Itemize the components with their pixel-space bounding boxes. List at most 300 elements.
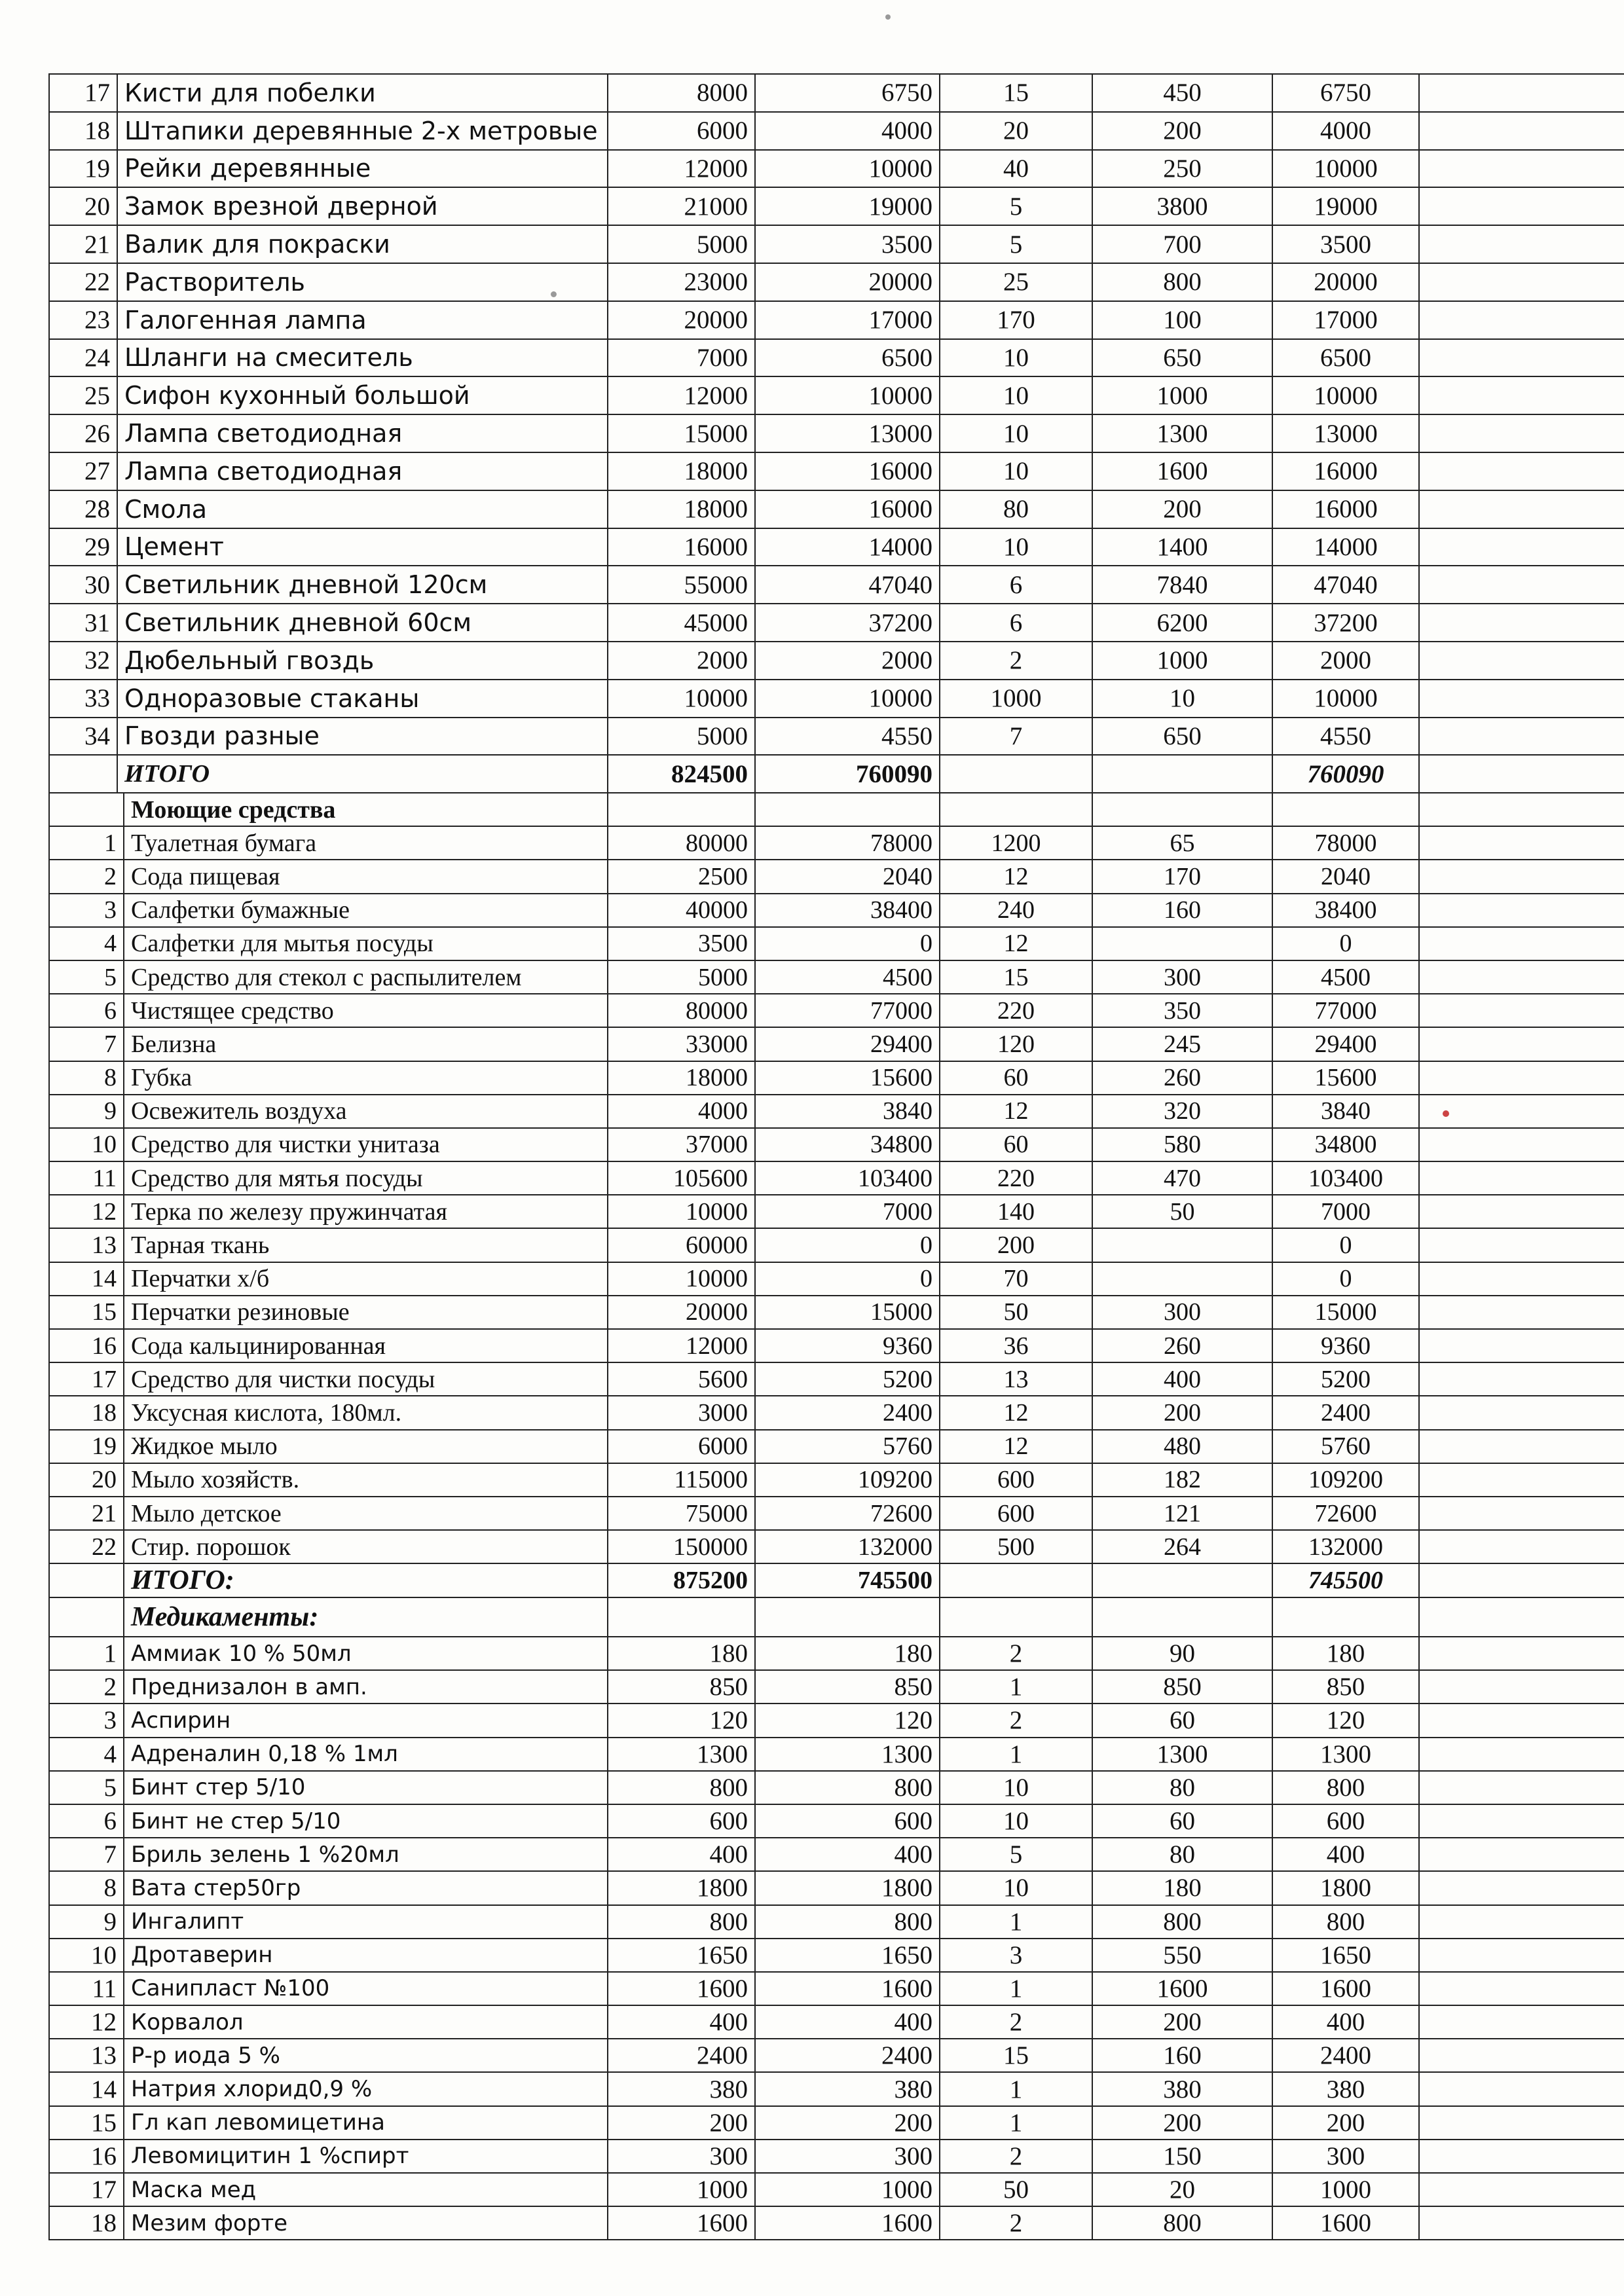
total-sum-cell: 745500 bbox=[1272, 1563, 1419, 1597]
unit-price-cell: 320 bbox=[1092, 1095, 1272, 1128]
total-cell: 77000 bbox=[1272, 994, 1419, 1027]
actual-amount-cell: 37200 bbox=[755, 604, 940, 642]
quantity-cell: 1200 bbox=[940, 826, 1092, 860]
unit-price-cell bbox=[1092, 1228, 1272, 1262]
empty-cell bbox=[1419, 1128, 1624, 1161]
planned-amount-cell: 150000 bbox=[608, 1530, 755, 1563]
actual-amount-cell: 78000 bbox=[755, 826, 940, 860]
row-number-cell: 14 bbox=[49, 2072, 124, 2105]
actual-amount-cell: 1600 bbox=[755, 2206, 940, 2240]
actual-amount-cell: 6500 bbox=[755, 339, 940, 377]
table-row bbox=[49, 301, 1624, 339]
row-number-cell: 17 bbox=[49, 2173, 124, 2206]
unit-price-cell: 90 bbox=[1092, 1637, 1272, 1670]
unit-price-cell: 800 bbox=[1092, 2206, 1272, 2240]
item-name-cell: Цемент bbox=[117, 528, 608, 566]
item-name-cell: Р-р иода 5 % bbox=[124, 2039, 608, 2072]
quantity-cell: 60 bbox=[940, 1128, 1092, 1161]
unit-price-cell: 60 bbox=[1092, 1704, 1272, 1737]
total-cell: 1600 bbox=[1272, 1972, 1419, 2005]
quantity-cell: 2 bbox=[940, 2206, 1092, 2240]
quantity-cell: 220 bbox=[940, 1161, 1092, 1195]
empty-cell bbox=[1419, 1871, 1624, 1904]
empty-cell bbox=[1419, 1027, 1624, 1061]
table-row bbox=[49, 2039, 1624, 2072]
scan-speck bbox=[1443, 1110, 1449, 1117]
empty-cell bbox=[1419, 718, 1624, 756]
quantity-cell: 600 bbox=[940, 1497, 1092, 1530]
table-row bbox=[49, 1161, 1624, 1195]
unit-price-cell: 700 bbox=[1092, 225, 1272, 263]
table-row bbox=[49, 1095, 1624, 1128]
planned-amount-cell: 6000 bbox=[608, 112, 755, 150]
row-number-cell: 11 bbox=[49, 1161, 124, 1195]
table-row bbox=[49, 960, 1624, 994]
unit-price-cell: 800 bbox=[1092, 1905, 1272, 1939]
total-row bbox=[49, 1563, 1624, 1597]
empty-cell bbox=[1419, 2039, 1624, 2072]
total-cell: 3840 bbox=[1272, 1095, 1419, 1128]
item-name-cell: Светильник дневной 60см bbox=[117, 604, 608, 642]
planned-amount-cell: 20000 bbox=[608, 301, 755, 339]
table-row bbox=[49, 2106, 1624, 2140]
table-row bbox=[49, 2173, 1624, 2206]
total-cell: 1000 bbox=[1272, 2173, 1419, 2206]
total-planned-cell: 875200 bbox=[608, 1563, 755, 1597]
unit-price-cell: 650 bbox=[1092, 339, 1272, 377]
row-number-cell: 4 bbox=[49, 927, 124, 960]
total-label: ИТОГО: bbox=[124, 1563, 608, 1597]
empty-cell bbox=[1419, 301, 1624, 339]
quantity-cell: 13 bbox=[940, 1362, 1092, 1396]
quantity-cell: 240 bbox=[940, 894, 1092, 927]
empty-cell bbox=[1419, 1262, 1624, 1296]
actual-amount-cell: 10000 bbox=[755, 680, 940, 718]
total-cell: 10000 bbox=[1272, 150, 1419, 188]
total-actual-cell: 760090 bbox=[755, 755, 940, 793]
unit-price-cell: 1300 bbox=[1092, 1738, 1272, 1771]
planned-amount-cell: 850 bbox=[608, 1670, 755, 1704]
empty-cell bbox=[1419, 2005, 1624, 2039]
planned-amount-cell: 180 bbox=[608, 1637, 755, 1670]
table-row bbox=[49, 1362, 1624, 1396]
item-name-cell: Терка по железу пружинчатая bbox=[124, 1195, 608, 1228]
empty-cell bbox=[1092, 793, 1272, 826]
planned-amount-cell: 600 bbox=[608, 1804, 755, 1838]
actual-amount-cell: 1600 bbox=[755, 1972, 940, 2005]
item-name-cell: Салфетки бумажные bbox=[124, 894, 608, 927]
table-row bbox=[49, 826, 1624, 860]
row-number-cell: 22 bbox=[49, 1530, 124, 1563]
actual-amount-cell: 6750 bbox=[755, 74, 940, 112]
empty-cell bbox=[1419, 2206, 1624, 2240]
table-row bbox=[49, 680, 1624, 718]
total-cell: 3500 bbox=[1272, 225, 1419, 263]
quantity-cell: 50 bbox=[940, 2173, 1092, 2206]
quantity-cell: 1 bbox=[940, 1972, 1092, 2005]
unit-price-cell: 1300 bbox=[1092, 414, 1272, 452]
quantity-cell: 12 bbox=[940, 1396, 1092, 1429]
actual-amount-cell: 4550 bbox=[755, 718, 940, 756]
unit-price-cell: 250 bbox=[1092, 150, 1272, 188]
unit-price-cell: 65 bbox=[1092, 826, 1272, 860]
empty-cell bbox=[1419, 414, 1624, 452]
row-number-cell: 7 bbox=[49, 1027, 124, 1061]
planned-amount-cell: 3000 bbox=[608, 1396, 755, 1429]
empty-cell bbox=[1092, 755, 1272, 793]
empty-cell bbox=[1419, 1637, 1624, 1670]
planned-amount-cell: 12000 bbox=[608, 150, 755, 188]
empty-cell bbox=[940, 793, 1092, 826]
empty-cell bbox=[1419, 1296, 1624, 1329]
item-name-cell: Галогенная лампа bbox=[117, 301, 608, 339]
total-cell: 2400 bbox=[1272, 2039, 1419, 2072]
empty-cell bbox=[1419, 376, 1624, 414]
detergents-table bbox=[48, 792, 1624, 1598]
total-cell: 17000 bbox=[1272, 301, 1419, 339]
item-name-cell: Дротаверин bbox=[124, 1939, 608, 1972]
total-cell: 1800 bbox=[1272, 1871, 1419, 1904]
unit-price-cell: 550 bbox=[1092, 1939, 1272, 1972]
quantity-cell: 1000 bbox=[940, 680, 1092, 718]
total-cell: 9360 bbox=[1272, 1329, 1419, 1362]
unit-price-cell: 580 bbox=[1092, 1128, 1272, 1161]
empty-cell bbox=[1419, 1771, 1624, 1804]
table-row bbox=[49, 150, 1624, 188]
planned-amount-cell: 2000 bbox=[608, 642, 755, 680]
row-number-cell: 17 bbox=[49, 74, 117, 112]
item-name-cell: Сифон кухонный большой bbox=[117, 376, 608, 414]
actual-amount-cell: 10000 bbox=[755, 376, 940, 414]
item-name-cell: Шланги на смеситель bbox=[117, 339, 608, 377]
total-cell: 4000 bbox=[1272, 112, 1419, 150]
unit-price-cell: 800 bbox=[1092, 263, 1272, 301]
actual-amount-cell: 10000 bbox=[755, 150, 940, 188]
table-row bbox=[49, 860, 1624, 893]
row-number-cell: 6 bbox=[49, 994, 124, 1027]
item-name-cell: Лампа светодиодная bbox=[117, 452, 608, 490]
unit-price-cell: 1600 bbox=[1092, 1972, 1272, 2005]
empty-cell bbox=[1419, 793, 1624, 826]
medicines-table bbox=[48, 1597, 1624, 2240]
unit-price-cell: 80 bbox=[1092, 1838, 1272, 1871]
row-number-cell: 8 bbox=[49, 1871, 124, 1904]
quantity-cell: 10 bbox=[940, 1871, 1092, 1904]
total-cell: 15000 bbox=[1272, 1296, 1419, 1329]
table-row bbox=[49, 1670, 1624, 1704]
total-row bbox=[49, 755, 1624, 793]
quantity-cell: 5 bbox=[940, 225, 1092, 263]
table-row bbox=[49, 1027, 1624, 1061]
unit-price-cell: 60 bbox=[1092, 1804, 1272, 1838]
row-number-cell: 1 bbox=[49, 1637, 124, 1670]
actual-amount-cell: 2400 bbox=[755, 2039, 940, 2072]
unit-price-cell: 150 bbox=[1092, 2140, 1272, 2173]
table-row bbox=[49, 414, 1624, 452]
planned-amount-cell: 37000 bbox=[608, 1128, 755, 1161]
total-label: ИТОГО bbox=[117, 755, 608, 793]
quantity-cell: 10 bbox=[940, 414, 1092, 452]
planned-amount-cell: 16000 bbox=[608, 528, 755, 566]
unit-price-cell: 260 bbox=[1092, 1329, 1272, 1362]
empty-cell bbox=[1419, 994, 1624, 1027]
item-name-cell: Уксусная кислота, 180мл. bbox=[124, 1396, 608, 1429]
table-row bbox=[49, 263, 1624, 301]
quantity-cell: 10 bbox=[940, 376, 1092, 414]
row-number-cell bbox=[49, 793, 124, 826]
unit-price-cell: 170 bbox=[1092, 860, 1272, 893]
total-cell: 7000 bbox=[1272, 1195, 1419, 1228]
empty-cell bbox=[1092, 1597, 1272, 1637]
item-name-cell: Чистящее средство bbox=[124, 994, 608, 1027]
actual-amount-cell: 0 bbox=[755, 1228, 940, 1262]
total-cell: 2400 bbox=[1272, 1396, 1419, 1429]
empty-cell bbox=[940, 1563, 1092, 1597]
table-row bbox=[49, 74, 1624, 112]
item-name-cell: Кисти для побелки bbox=[117, 74, 608, 112]
row-number-cell bbox=[49, 755, 117, 793]
unit-price-cell: 7840 bbox=[1092, 566, 1272, 604]
table-row bbox=[49, 2072, 1624, 2105]
actual-amount-cell: 200 bbox=[755, 2106, 940, 2140]
quantity-cell: 200 bbox=[940, 1228, 1092, 1262]
empty-cell bbox=[1419, 1530, 1624, 1563]
planned-amount-cell: 80000 bbox=[608, 826, 755, 860]
empty-cell bbox=[1419, 1195, 1624, 1228]
total-cell: 400 bbox=[1272, 2005, 1419, 2039]
planned-amount-cell: 2500 bbox=[608, 860, 755, 893]
empty-cell bbox=[1419, 452, 1624, 490]
row-number-cell: 34 bbox=[49, 718, 117, 756]
empty-cell bbox=[608, 1597, 755, 1637]
item-name-cell: Гвозди разные bbox=[117, 718, 608, 756]
item-name-cell: Аммиак 10 % 50мл bbox=[124, 1637, 608, 1670]
quantity-cell: 120 bbox=[940, 1027, 1092, 1061]
planned-amount-cell: 800 bbox=[608, 1905, 755, 1939]
table-row bbox=[49, 1771, 1624, 1804]
planned-amount-cell: 1800 bbox=[608, 1871, 755, 1904]
total-cell: 4550 bbox=[1272, 718, 1419, 756]
quantity-cell: 15 bbox=[940, 2039, 1092, 2072]
row-number-cell: 3 bbox=[49, 894, 124, 927]
row-number-cell: 6 bbox=[49, 1804, 124, 1838]
planned-amount-cell: 23000 bbox=[608, 263, 755, 301]
unit-price-cell: 650 bbox=[1092, 718, 1272, 756]
unit-price-cell: 200 bbox=[1092, 2106, 1272, 2140]
unit-price-cell: 400 bbox=[1092, 1362, 1272, 1396]
quantity-cell: 2 bbox=[940, 642, 1092, 680]
row-number-cell: 26 bbox=[49, 414, 117, 452]
quantity-cell: 1 bbox=[940, 1905, 1092, 1939]
unit-price-cell: 80 bbox=[1092, 1771, 1272, 1804]
empty-cell bbox=[1419, 150, 1624, 188]
quantity-cell: 50 bbox=[940, 1296, 1092, 1329]
row-number-cell: 7 bbox=[49, 1838, 124, 1871]
table-row bbox=[49, 1463, 1624, 1497]
actual-amount-cell: 16000 bbox=[755, 452, 940, 490]
unit-price-cell bbox=[1092, 927, 1272, 960]
table-row bbox=[49, 1228, 1624, 1262]
row-number-cell: 16 bbox=[49, 2140, 124, 2173]
empty-cell bbox=[1419, 1972, 1624, 2005]
quantity-cell: 10 bbox=[940, 1804, 1092, 1838]
row-number-cell: 3 bbox=[49, 1704, 124, 1737]
quantity-cell: 500 bbox=[940, 1530, 1092, 1563]
unit-price-cell: 200 bbox=[1092, 1396, 1272, 1429]
total-actual-cell: 745500 bbox=[755, 1563, 940, 1597]
planned-amount-cell: 21000 bbox=[608, 187, 755, 225]
row-number-cell: 11 bbox=[49, 1972, 124, 2005]
empty-cell bbox=[1419, 1670, 1624, 1704]
planned-amount-cell: 5000 bbox=[608, 960, 755, 994]
item-name-cell: Валик для покраски bbox=[117, 225, 608, 263]
planned-amount-cell: 80000 bbox=[608, 994, 755, 1027]
empty-cell bbox=[1272, 793, 1419, 826]
unit-price-cell: 160 bbox=[1092, 2039, 1272, 2072]
table-row bbox=[49, 225, 1624, 263]
total-cell: 19000 bbox=[1272, 187, 1419, 225]
planned-amount-cell: 300 bbox=[608, 2140, 755, 2173]
row-number-cell: 9 bbox=[49, 1095, 124, 1128]
planned-amount-cell: 18000 bbox=[608, 452, 755, 490]
table-row bbox=[49, 1939, 1624, 1972]
table-row bbox=[49, 1804, 1624, 1838]
quantity-cell: 1 bbox=[940, 1738, 1092, 1771]
row-number-cell: 23 bbox=[49, 301, 117, 339]
empty-cell bbox=[1419, 112, 1624, 150]
actual-amount-cell: 132000 bbox=[755, 1530, 940, 1563]
table-row bbox=[49, 604, 1624, 642]
total-cell: 5200 bbox=[1272, 1362, 1419, 1396]
total-cell: 600 bbox=[1272, 1804, 1419, 1838]
planned-amount-cell: 12000 bbox=[608, 1329, 755, 1362]
planned-amount-cell: 400 bbox=[608, 2005, 755, 2039]
item-name-cell: Бриль зелень 1 %20мл bbox=[124, 1838, 608, 1871]
actual-amount-cell: 180 bbox=[755, 1637, 940, 1670]
quantity-cell: 12 bbox=[940, 860, 1092, 893]
planned-amount-cell: 120 bbox=[608, 1704, 755, 1737]
quantity-cell: 10 bbox=[940, 528, 1092, 566]
item-name-cell: Перчатки резиновые bbox=[124, 1296, 608, 1329]
unit-price-cell: 450 bbox=[1092, 74, 1272, 112]
empty-cell bbox=[1419, 960, 1624, 994]
empty-cell bbox=[1419, 490, 1624, 528]
table-row bbox=[49, 1195, 1624, 1228]
unit-price-cell: 1000 bbox=[1092, 642, 1272, 680]
item-name-cell: Дюбельный гвоздь bbox=[117, 642, 608, 680]
actual-amount-cell: 38400 bbox=[755, 894, 940, 927]
row-number-cell bbox=[49, 1597, 124, 1637]
empty-cell bbox=[1419, 1463, 1624, 1497]
quantity-cell: 12 bbox=[940, 927, 1092, 960]
empty-cell bbox=[1419, 755, 1624, 793]
item-name-cell: Гл кап левомицетина bbox=[124, 2106, 608, 2140]
unit-price-cell: 480 bbox=[1092, 1430, 1272, 1463]
row-number-cell: 12 bbox=[49, 1195, 124, 1228]
total-cell: 15600 bbox=[1272, 1061, 1419, 1095]
actual-amount-cell: 850 bbox=[755, 1670, 940, 1704]
row-number-cell: 28 bbox=[49, 490, 117, 528]
item-name-cell: Средство для чистки посуды bbox=[124, 1362, 608, 1396]
quantity-cell: 12 bbox=[940, 1095, 1092, 1128]
row-number-cell: 24 bbox=[49, 339, 117, 377]
row-number-cell: 1 bbox=[49, 826, 124, 860]
table-row bbox=[49, 1871, 1624, 1904]
actual-amount-cell: 34800 bbox=[755, 1128, 940, 1161]
total-cell: 20000 bbox=[1272, 263, 1419, 301]
unit-price-cell: 50 bbox=[1092, 1195, 1272, 1228]
planned-amount-cell: 115000 bbox=[608, 1463, 755, 1497]
item-name-cell: Сода кальцинированная bbox=[124, 1329, 608, 1362]
unit-price-cell: 180 bbox=[1092, 1871, 1272, 1904]
planned-amount-cell: 400 bbox=[608, 1838, 755, 1871]
actual-amount-cell: 1300 bbox=[755, 1738, 940, 1771]
empty-cell bbox=[1419, 187, 1624, 225]
total-planned-cell: 824500 bbox=[608, 755, 755, 793]
actual-amount-cell: 3840 bbox=[755, 1095, 940, 1128]
table-row bbox=[49, 2140, 1624, 2173]
quantity-cell: 15 bbox=[940, 74, 1092, 112]
table-row bbox=[49, 1972, 1624, 2005]
scan-speck bbox=[551, 291, 557, 297]
empty-cell bbox=[1419, 1597, 1624, 1637]
empty-cell bbox=[1419, 860, 1624, 893]
quantity-cell: 15 bbox=[940, 960, 1092, 994]
empty-cell bbox=[1092, 1563, 1272, 1597]
total-cell: 0 bbox=[1272, 1262, 1419, 1296]
table-row bbox=[49, 1704, 1624, 1737]
empty-cell bbox=[1419, 1329, 1624, 1362]
item-name-cell: Замок врезной дверной bbox=[117, 187, 608, 225]
total-cell: 800 bbox=[1272, 1771, 1419, 1804]
actual-amount-cell: 20000 bbox=[755, 263, 940, 301]
empty-cell bbox=[1419, 1563, 1624, 1597]
row-number-cell: 9 bbox=[49, 1905, 124, 1939]
table-row bbox=[49, 1838, 1624, 1871]
total-cell: 1300 bbox=[1272, 1738, 1419, 1771]
actual-amount-cell: 16000 bbox=[755, 490, 940, 528]
quantity-cell: 20 bbox=[940, 112, 1092, 150]
row-number-cell: 2 bbox=[49, 860, 124, 893]
empty-cell bbox=[1419, 826, 1624, 860]
empty-cell bbox=[1419, 642, 1624, 680]
item-name-cell: Вата стер50гр bbox=[124, 1871, 608, 1904]
total-cell: 4500 bbox=[1272, 960, 1419, 994]
planned-amount-cell: 45000 bbox=[608, 604, 755, 642]
item-name-cell: Мыло хозяйств. bbox=[124, 1463, 608, 1497]
total-cell: 14000 bbox=[1272, 528, 1419, 566]
actual-amount-cell: 77000 bbox=[755, 994, 940, 1027]
planned-amount-cell: 10000 bbox=[608, 1262, 755, 1296]
empty-cell bbox=[1419, 604, 1624, 642]
actual-amount-cell: 800 bbox=[755, 1771, 940, 1804]
item-name-cell: Ингалипт bbox=[124, 1905, 608, 1939]
empty-cell bbox=[1419, 680, 1624, 718]
unit-price-cell: 200 bbox=[1092, 2005, 1272, 2039]
actual-amount-cell: 103400 bbox=[755, 1161, 940, 1195]
table-row bbox=[49, 1128, 1624, 1161]
actual-amount-cell: 15000 bbox=[755, 1296, 940, 1329]
row-number-cell: 29 bbox=[49, 528, 117, 566]
item-name-cell: Бинт стер 5/10 bbox=[124, 1771, 608, 1804]
total-cell: 109200 bbox=[1272, 1463, 1419, 1497]
empty-cell bbox=[1419, 263, 1624, 301]
total-cell: 2040 bbox=[1272, 860, 1419, 893]
quantity-cell: 25 bbox=[940, 263, 1092, 301]
row-number-cell: 13 bbox=[49, 2039, 124, 2072]
empty-cell bbox=[1272, 1597, 1419, 1637]
item-name-cell: Сода пищевая bbox=[124, 860, 608, 893]
